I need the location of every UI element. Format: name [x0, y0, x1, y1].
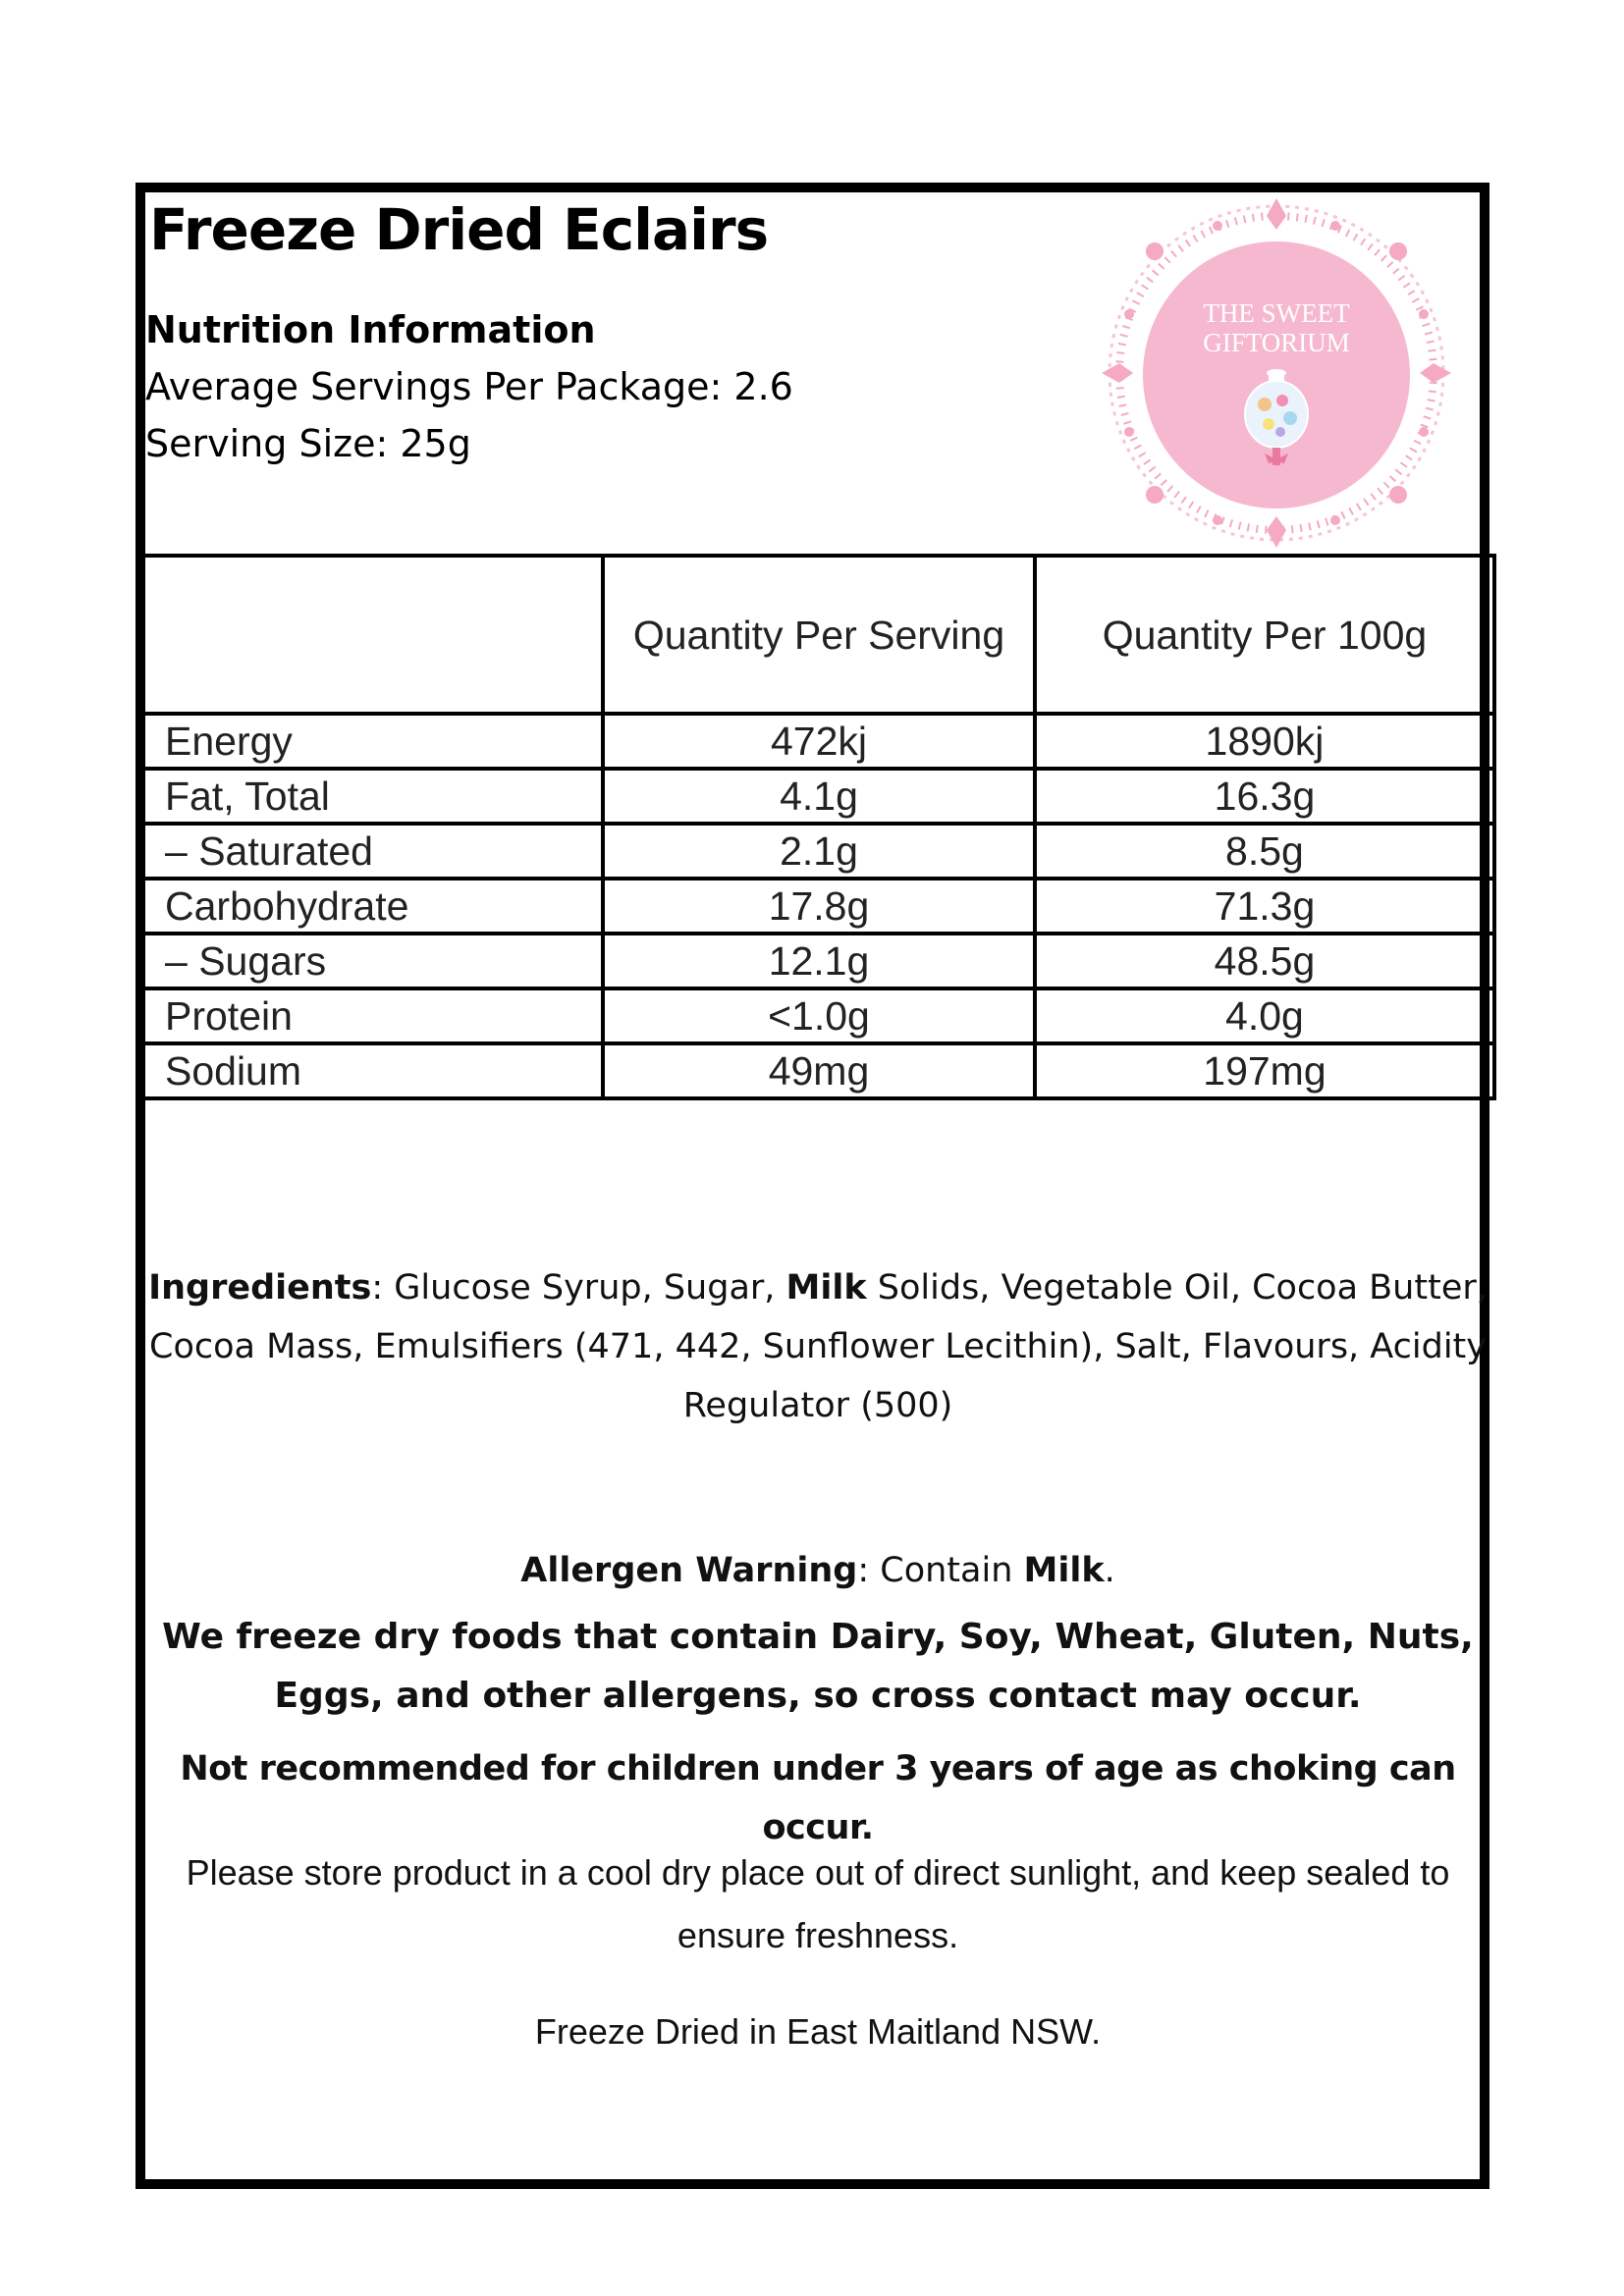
nutrition-table — [141, 554, 1496, 1100]
allergen-milk: Milk — [1023, 1551, 1105, 1590]
table-row — [143, 769, 1494, 824]
column-header: Quantity Per Serving — [603, 556, 1035, 714]
per-serving-value: 472kj — [603, 714, 1035, 769]
nutrient-label: Protein — [143, 988, 603, 1043]
allergen-text: : Contain — [857, 1551, 1024, 1590]
nutrient-label: – Sugars — [143, 934, 603, 988]
per-100g-value: 1890kj — [1035, 714, 1494, 769]
nutrient-label: Fat, Total — [143, 769, 603, 824]
table-row — [143, 1043, 1494, 1098]
table-row — [143, 988, 1494, 1043]
table-header-row — [143, 556, 1494, 714]
per-serving-value: 49mg — [603, 1043, 1035, 1098]
nutrient-label: Sodium — [143, 1043, 603, 1098]
allergen-end: . — [1104, 1551, 1115, 1590]
product-title: Freeze Dried Eclairs — [149, 196, 769, 263]
per-serving-value: 4.1g — [603, 769, 1035, 824]
storage-instructions: Please store product in a cool dry place out of direct sunlight, and keep sealed to ensure freshness. — [186, 1852, 1450, 1955]
cross-contact-warning: We freeze dry foods that contain Dairy, Soy, Wheat, Gluten, Nuts, Eggs, and other allergens, so cross contact may occur. — [162, 1617, 1474, 1716]
table-row — [143, 879, 1494, 934]
origin-statement: Freeze Dried in East Maitland NSW. — [534, 2011, 1102, 2052]
per-100g-value: 48.5g — [1035, 934, 1494, 988]
per-100g-value: 8.5g — [1035, 824, 1494, 879]
per-100g-value: 197mg — [1035, 1043, 1494, 1098]
per-100g-value: 16.3g — [1035, 769, 1494, 824]
ingredients-text-a: : Glucose Syrup, Sugar, — [371, 1268, 786, 1308]
logo-line1: THE SWEET — [1203, 298, 1350, 328]
per-serving-value: 2.1g — [603, 824, 1035, 879]
per-100g-value: 4.0g — [1035, 988, 1494, 1043]
per-serving-value: 17.8g — [603, 879, 1035, 934]
serving-size: Serving Size: 25g — [145, 422, 471, 465]
ingredients-paragraph — [145, 1258, 1490, 1435]
ingredients-milk: Milk — [785, 1268, 867, 1308]
column-header: Quantity Per 100g — [1035, 556, 1494, 714]
servings-per-package: Average Servings Per Package: 2.6 — [145, 365, 793, 408]
table-row — [143, 824, 1494, 879]
nutrient-label: Carbohydrate — [143, 879, 603, 934]
table-row — [143, 714, 1494, 769]
table-row — [143, 934, 1494, 988]
per-serving-value: 12.1g — [603, 934, 1035, 988]
per-serving-value: <1.0g — [603, 988, 1035, 1043]
nutrition-heading: Nutrition Information — [145, 308, 596, 351]
ingredients-text-b: Solids, Vegetable Oil, Cocoa Butter, Cocoa Mass, Emulsifiers (471, 442, Sunflower Lecithin), Salt, Flavours, Acidity Regulator (500) — [149, 1268, 1488, 1425]
sweet-giftorium-logo — [1100, 196, 1453, 550]
ingredients-label: Ingredients — [148, 1268, 372, 1308]
per-100g-value: 71.3g — [1035, 879, 1494, 934]
allergen-label: Allergen Warning — [520, 1551, 858, 1590]
allergen-warning — [145, 1541, 1490, 1600]
nutrient-label: – Saturated — [143, 824, 603, 879]
logo-line2: GIFTORIUM — [1203, 328, 1350, 357]
choking-warning: Not recommended for children under 3 years of age as choking can occur. — [180, 1749, 1456, 1847]
column-header — [143, 556, 603, 714]
nutrient-label: Energy — [143, 714, 603, 769]
